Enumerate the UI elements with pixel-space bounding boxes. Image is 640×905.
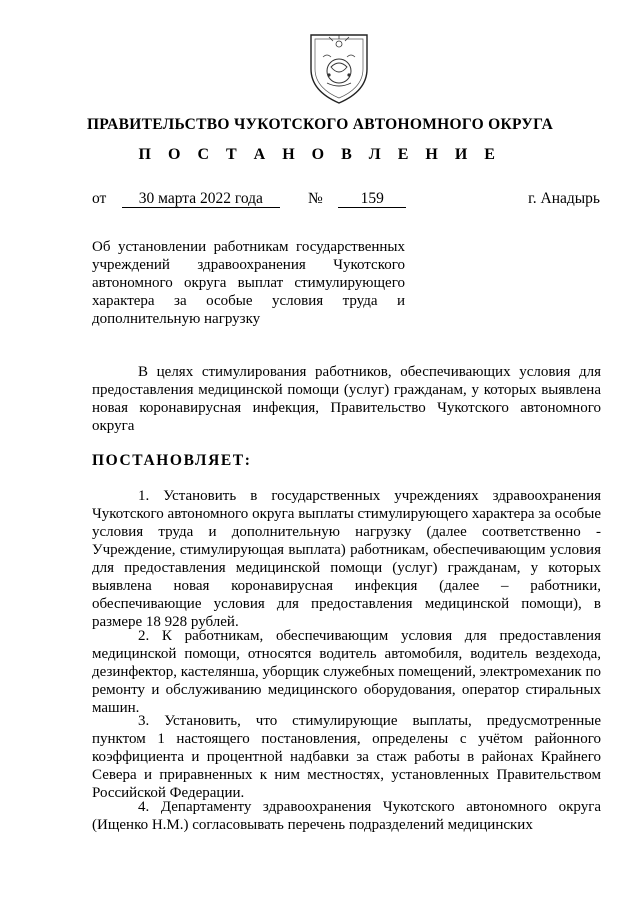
paragraph-1: 1. Установить в государственных учреждениях здравоохранения Чукотского автономного округа выплаты стимулирующего характера за особые условия труда и дополнительную нагрузку (далее соответственно - Учреждение, стимулирующая выплата) работникам, обеспечивающим условия для предоставления медицинской помощи (услуг) гражданам, у которых выявлена новая коронавирусная инфекция (далее – работники, обеспечивающие условия для предоставления медицинской помощи), в размере 18 928 рублей. <box>92 488 601 630</box>
document-subject: Об установлении работникам государственных учреждений здравоохранения Чукотского автономного округа выплат стимулирующего характера за особые условия труда и дополнительную нагрузку <box>92 239 405 327</box>
date-line <box>92 190 280 208</box>
preamble-paragraph: В целях стимулирования работников, обеспечивающих условия для предоставления медицинской помощи (услуг) гражданам, у которых выявлена новая коронавирусная инфекция, Правительство Чукотского автономного округа <box>92 364 601 434</box>
paragraph-2: 2. К работникам, обеспечивающим условия для предоставления медицинской помощи, относятся водитель автомобиля, водитель вездехода, дезинфектор, кастелянша, уборщик служебных помещений, электромеханик по ремонту и обслуживанию медицинского оборудования, оператор стиральных машин. <box>92 628 601 716</box>
paragraph-3: 3. Установить, что стимулирующие выплаты, предусмотренные пунктом 1 настоящего постановления, определены с учётом районного коэффициента и процентной надбавки за стаж работы в районах Крайнего Севера и приравненных к ним местностях, установленных Правительством Российской Федерации. <box>92 713 601 801</box>
document-type-title: П О С Т А Н О В Л Е Н И Е <box>138 146 502 163</box>
date-prefix: от <box>92 190 107 207</box>
coat-of-arms-emblem <box>303 27 375 107</box>
paragraph-4: 4. Департаменту здравоохранения Чукотского автономного округа (Ищенко Н.М.) согласовывать перечень подразделений медицинских <box>92 799 601 833</box>
number-prefix: № <box>308 190 323 207</box>
number-line <box>308 190 406 208</box>
city-name: г. Анадырь <box>528 190 600 207</box>
document-date: 30 марта 2022 года <box>122 191 280 208</box>
government-title: ПРАВИТЕЛЬСТВО ЧУКОТСКОГО АВТОНОМНОГО ОКРУГА <box>86 116 554 133</box>
decree-heading: ПОСТАНОВЛЯЕТ: <box>92 452 252 469</box>
document-number: 159 <box>338 191 406 208</box>
